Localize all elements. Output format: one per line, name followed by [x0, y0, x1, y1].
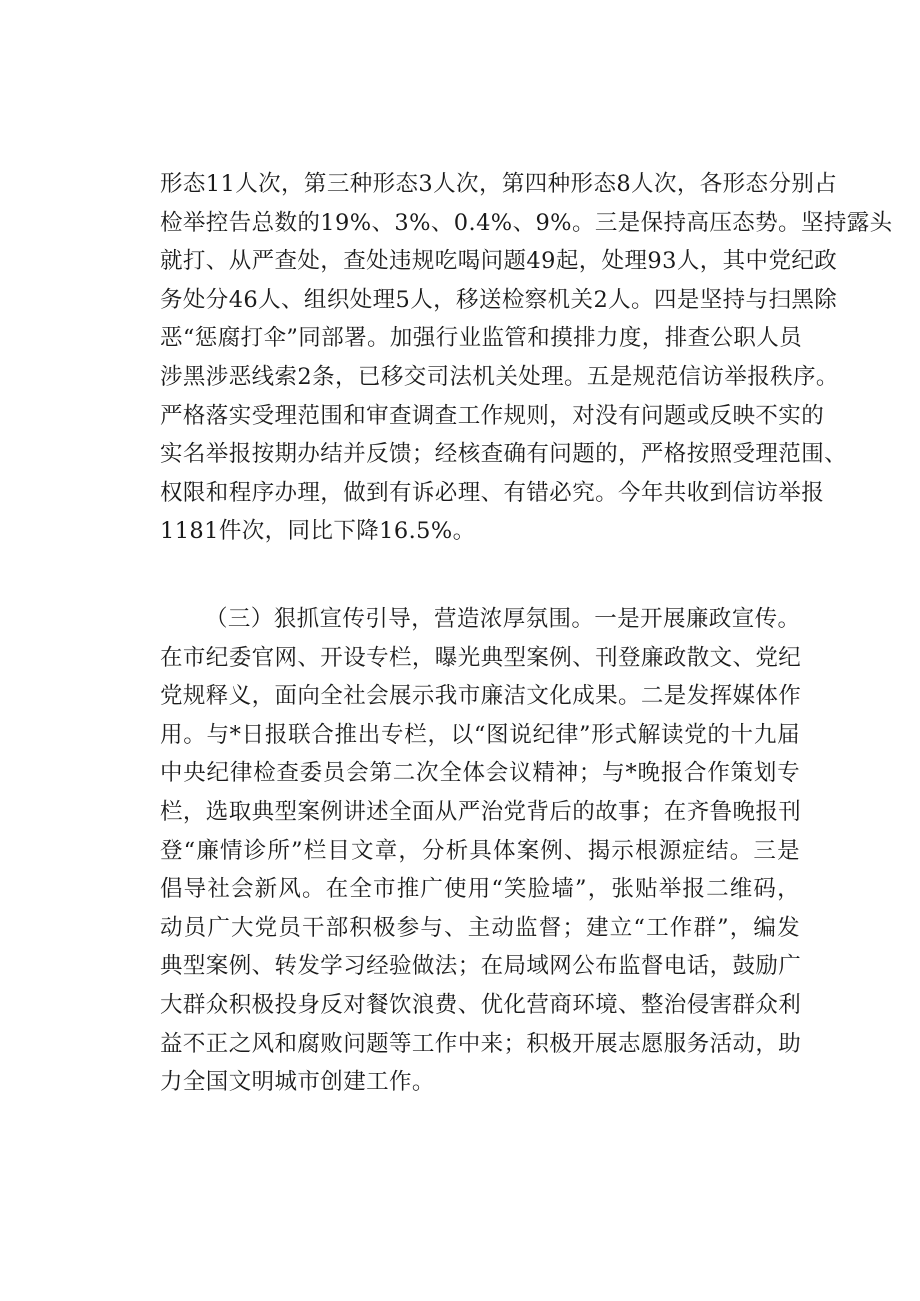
paragraph-1-line: 实名举报按期办结并反馈；经核查确有问题的，严格按照受理范围、 — [160, 441, 848, 468]
paragraph-2-line: 益不正之风和腐败问题等工作中来；积极开展志愿服务活动，助 — [160, 1030, 802, 1057]
paragraph-2-line: 动员广大党员干部积极参与、主动监督；建立“工作群”，编发 — [160, 914, 800, 941]
paragraph-2-line: 栏，选取典型案例讲述全面从严治党背后的故事；在齐鲁晚报刊 — [160, 798, 802, 825]
paragraph-1 — [160, 165, 893, 551]
paragraph-1-line: 检举控告总数的19%、3%、0.4%、9%。三是保持高压态势。坚持露头 — [160, 209, 893, 236]
paragraph-1-line: 务处分46人、组织处理5人，移送检察机关2人。四是坚持与扫黑除 — [160, 286, 838, 313]
paragraph-2 — [160, 600, 800, 1102]
paragraph-1-line: 权限和程序办理，做到有诉必理、有错必究。今年共收到信访举报 — [160, 479, 825, 506]
paragraph-2-line: 中央纪律检查委员会第二次全体会议精神；与*晚报合作策划专 — [160, 760, 800, 787]
paragraph-1-line: 恶“惩腐打伞”同部署。加强行业监管和摸排力度，排查公职人员 — [160, 325, 803, 352]
paragraph-2-line: 党规释义，面向全社会展示我市廉洁文化成果。二是发挥媒体作 — [160, 683, 802, 710]
paragraph-2-line: 在市纪委官网、开设专栏，曝光典型案例、刊登廉政散文、党纪 — [160, 644, 802, 671]
paragraph-2-line: 典型案例、转发学习经验做法；在局域网公布监督电话，鼓励广 — [160, 953, 802, 980]
paragraph-2-line: 大群众积极投身反对餐饮浪费、优化营商环境、整治侵害群众利 — [160, 991, 802, 1018]
paragraph-2-first-line: （三）狠抓宣传引导，营造浓厚氛围。一是开展廉政宣传。 — [205, 606, 801, 632]
paragraph-1-line: 就打、从严查处，查处违规吃喝问题49起，处理93人，其中党纪政 — [160, 248, 838, 275]
paragraph-2-line-last: 力全国文明城市创建工作。 — [160, 1069, 435, 1096]
paragraph-1-line: 严格落实受理范围和审查调查工作规则，对没有问题或反映不实的 — [160, 402, 825, 429]
paragraph-2-line: 登“廉情诊所”栏目文章，分析具体案例、揭示根源症结。三是 — [160, 837, 800, 864]
paragraph-2-line: 倡导社会新风。在全市推广使用“笑脸墙”，张贴举报二维码， — [160, 876, 800, 903]
paragraph-1-line: 涉黑涉恶线索2条，已移交司法机关处理。五是规范信访举报秩序。 — [160, 363, 839, 390]
paragraph-1-line-last: 1181件次，同比下降16.5%。 — [160, 518, 476, 545]
paragraph-1-line: 形态11人次，第三种形态3人次，第四种形态8人次，各形态分别占 — [160, 171, 838, 197]
paragraph-2-line: 用。与*日报联合推出专栏，以“图说纪律”形式解读党的十九届 — [160, 721, 800, 748]
